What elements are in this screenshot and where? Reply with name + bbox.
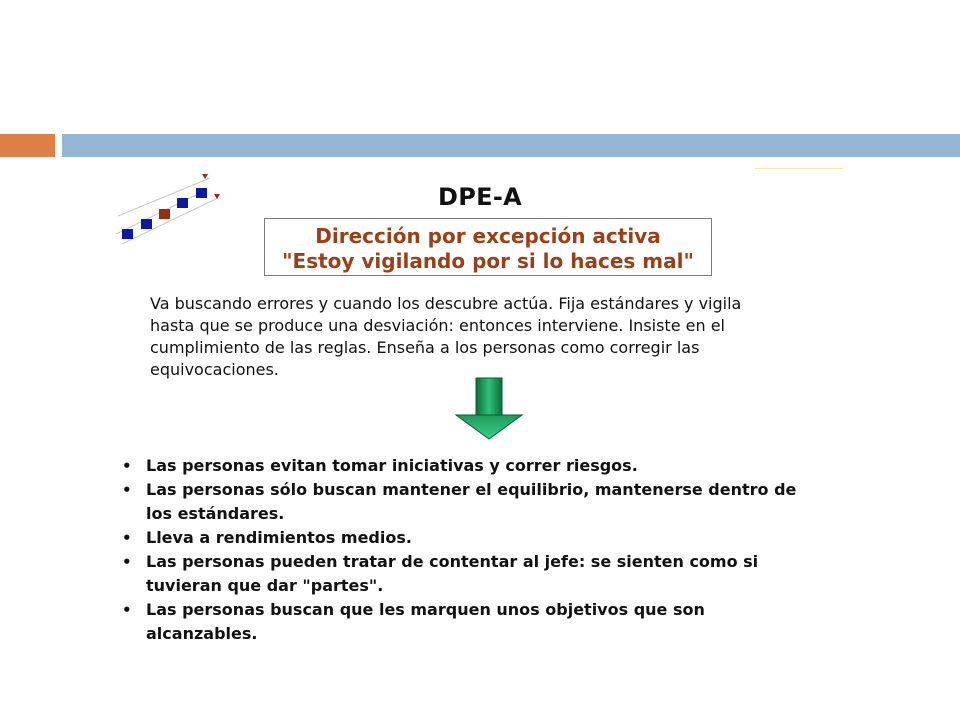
header-accent-orange [0, 134, 55, 157]
list-item-line: alcanzables. [146, 624, 258, 643]
description-line: equivocaciones. [150, 360, 279, 379]
description-line: hasta que se produce una desviación: entonces interviene. Insiste en el [150, 316, 725, 335]
bullet-icon: • [122, 553, 132, 571]
bullet-icon: • [122, 529, 132, 547]
list-item-line: Las personas buscan que les marquen unos objetivos que son [146, 600, 705, 619]
list-item [118, 550, 858, 598]
consequences-list [118, 454, 858, 646]
header-rule [755, 168, 843, 169]
list-item-line: Las personas sólo buscan mantener el equilibrio, mantenerse dentro de [146, 480, 797, 499]
header-accent-blue [62, 134, 960, 157]
list-item [118, 526, 858, 550]
description-line: cumplimiento de las reglas. Enseña a los personas como corregir las [150, 338, 700, 357]
list-item-line: Las personas evitan tomar iniciativas y correr riesgos. [146, 456, 638, 475]
bullet-icon: • [122, 481, 132, 499]
bullet-icon: • [122, 601, 132, 619]
subtitle-box [264, 218, 712, 276]
slide-title: DPE-A [438, 183, 522, 211]
subtitle-line-1: Dirección por excepción activa [315, 224, 661, 248]
list-item-line: los estándares. [146, 504, 285, 523]
list-item-line: tuvieran que dar "partes". [146, 576, 384, 595]
list-item-line: Las personas pueden tratar de contentar al jefe: se sienten como si [146, 552, 759, 571]
list-item [118, 478, 858, 526]
description-line: Va buscando errores y cuando los descubre actúa. Fija estándares y vigila [150, 294, 742, 313]
down-arrow-icon [454, 377, 524, 441]
list-item [118, 454, 858, 478]
list-item-line: Lleva a rendimientos medios. [146, 528, 412, 547]
subtitle-line-2: "Estoy vigilando por si lo haces mal" [282, 249, 694, 273]
list-item [118, 598, 858, 646]
bullet-icon: • [122, 457, 132, 475]
description-paragraph [150, 293, 830, 381]
